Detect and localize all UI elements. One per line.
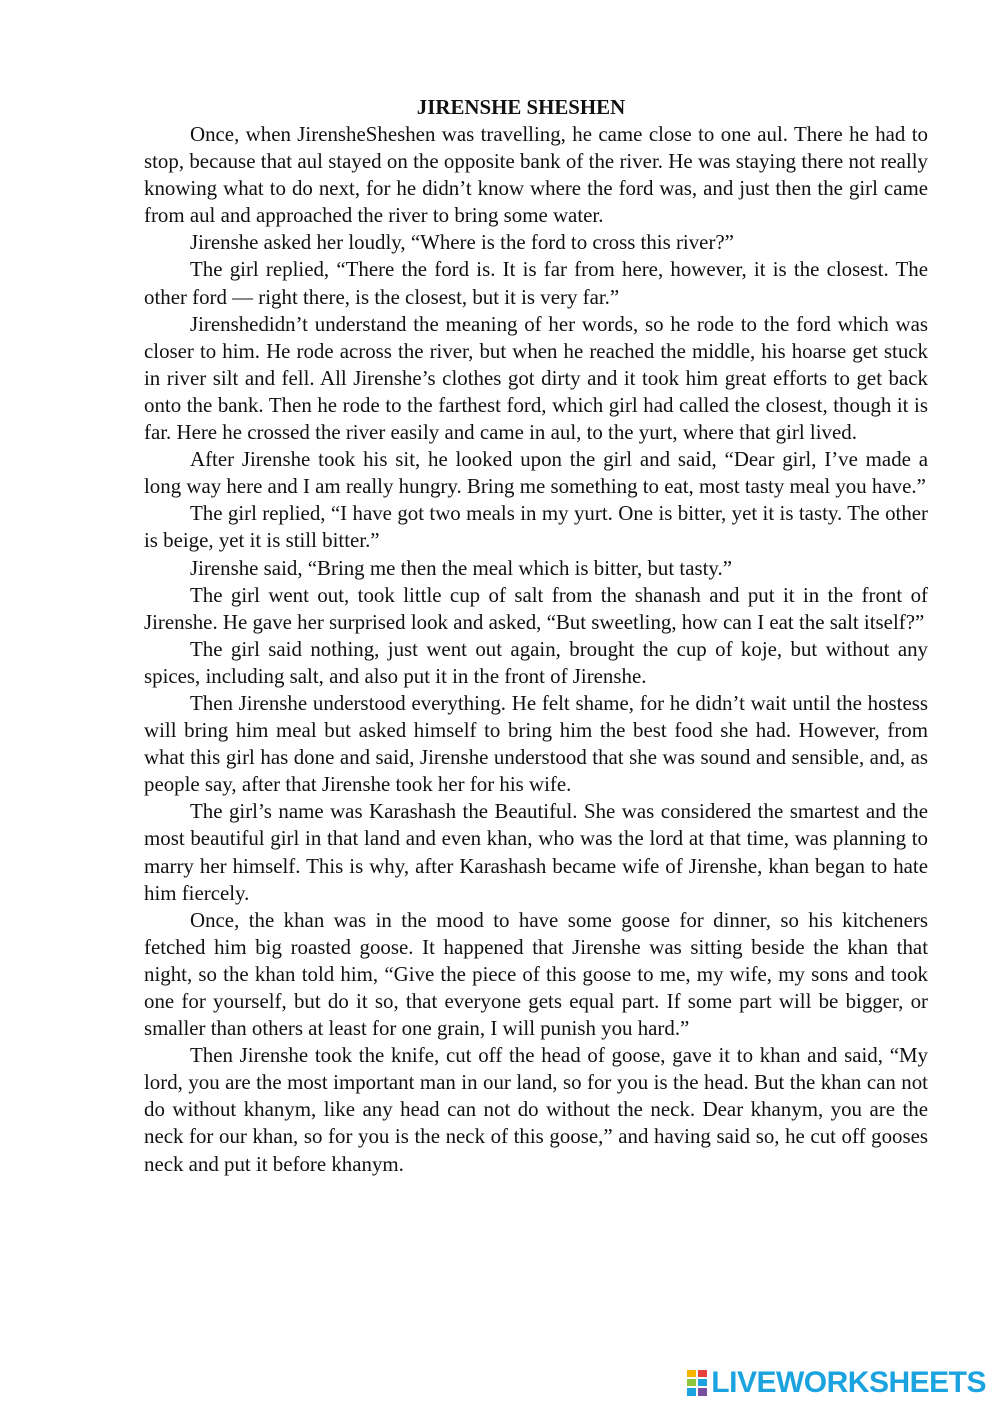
paragraph-5: After Jirenshe took his sit, he looked upon the girl and said, “Dear girl, I’ve made a long way here and I am really hungry. Bring me something to eat, most tasty meal you have.” [144,447,928,499]
paragraph-7: Jirenshe said, “Bring me then the meal which is bitter, but tasty.” [190,555,732,580]
paragraph-3: The girl replied, “There the ford is. It is far from here, however, it is the closest. The other ford — right there, is the closest, but it is very far.” [144,257,928,309]
paragraph-13: Then Jirenshe took the knife, cut off the head of goose, gave it to khan and said, “My lord, you are the most important man in our land, so for you is the head. But the khan can not do without khanym, like any head can not do without the neck. Dear khanym, you are the neck for our khan, so for you is the neck of this goose,” and having said so, he cut off gooses neck and put it before khanym. [144,1043,928,1176]
document-page [144,94,928,1178]
liveworksheets-wordmark: LIVEWORKSHEETS [711,1366,986,1399]
paragraph-10: Then Jirenshe understood everything. He felt shame, for he didn’t wait until the hostess will bring him meal but asked himself to bring him the best food she had. However, from what this girl has done and said, Jirenshe understood that she was sound and sensible, and, as people say, after that Jirenshe took her for his wife. [144,690,928,797]
paragraph-2: Jirenshe asked her loudly, “Where is the ford to cross this river?” [190,230,734,255]
paragraph-8: The girl went out, took little cup of salt from the shanash and put it in the front of Jirenshe. He gave her surprised look and asked, “But sweetling, how can I eat the salt itself?” [144,582,928,634]
liveworksheets-logo-icon [687,1370,707,1396]
paragraph-4: Jirenshedidn’t understand the meaning of her words, so he rode to the ford which was closer to him. He rode across the river, but when he reached the middle, his hoarse get stuck in river silt and fell. All Jirenshe’s clothes got dirty and it took him great efforts to get back onto the bank. Then he rode to the farthest ford, which girl had called the closest, though it is far. Here he crossed the river easily and came in aul, to the yurt, where that girl lived. [144,311,928,445]
liveworksheets-logo [687,1368,986,1398]
paragraph-11: The girl’s name was Karashash the Beautiful. She was considered the smartest and the most beautiful girl in that land and even khan, who was the lord at that time, was planning to marry her himself. This is why, after Karashash became wife of Jirenshe, khan began to hate him fiercely. [144,799,928,905]
paragraph-12: Once, the khan was in the mood to have some goose for dinner, so his kitcheners fetched him big roasted goose. It happened that Jirenshe was sitting beside the khan that night, so the khan told him, “Give the piece of this goose to me, my wife, my sons and took one for yourself, but do it so, that everyone gets equal part. If some part will be bigger, or smaller than others at least for one grain, I will punish you hard.” [144,907,928,1041]
story-title: JIRENSHE SHESHEN [416,95,626,119]
paragraph-1: Once, when JirensheSheshen was travelling, he came close to one aul. There he had to stop, because that aul stayed on the opposite bank of the river. He was staying there not really knowing what to do next, for he didn’t know where the ford was, and just then the girl came from aul and approached the river to bring some water. [144,122,928,228]
paragraph-6: The girl replied, “I have got two meals in my yurt. One is bitter, yet it is tasty. The other is beige, yet it is still bitter.” [144,501,928,553]
paragraph-9: The girl said nothing, just went out again, brought the cup of koje, but without any spices, including salt, and also put it in the front of Jirenshe. [144,636,928,688]
